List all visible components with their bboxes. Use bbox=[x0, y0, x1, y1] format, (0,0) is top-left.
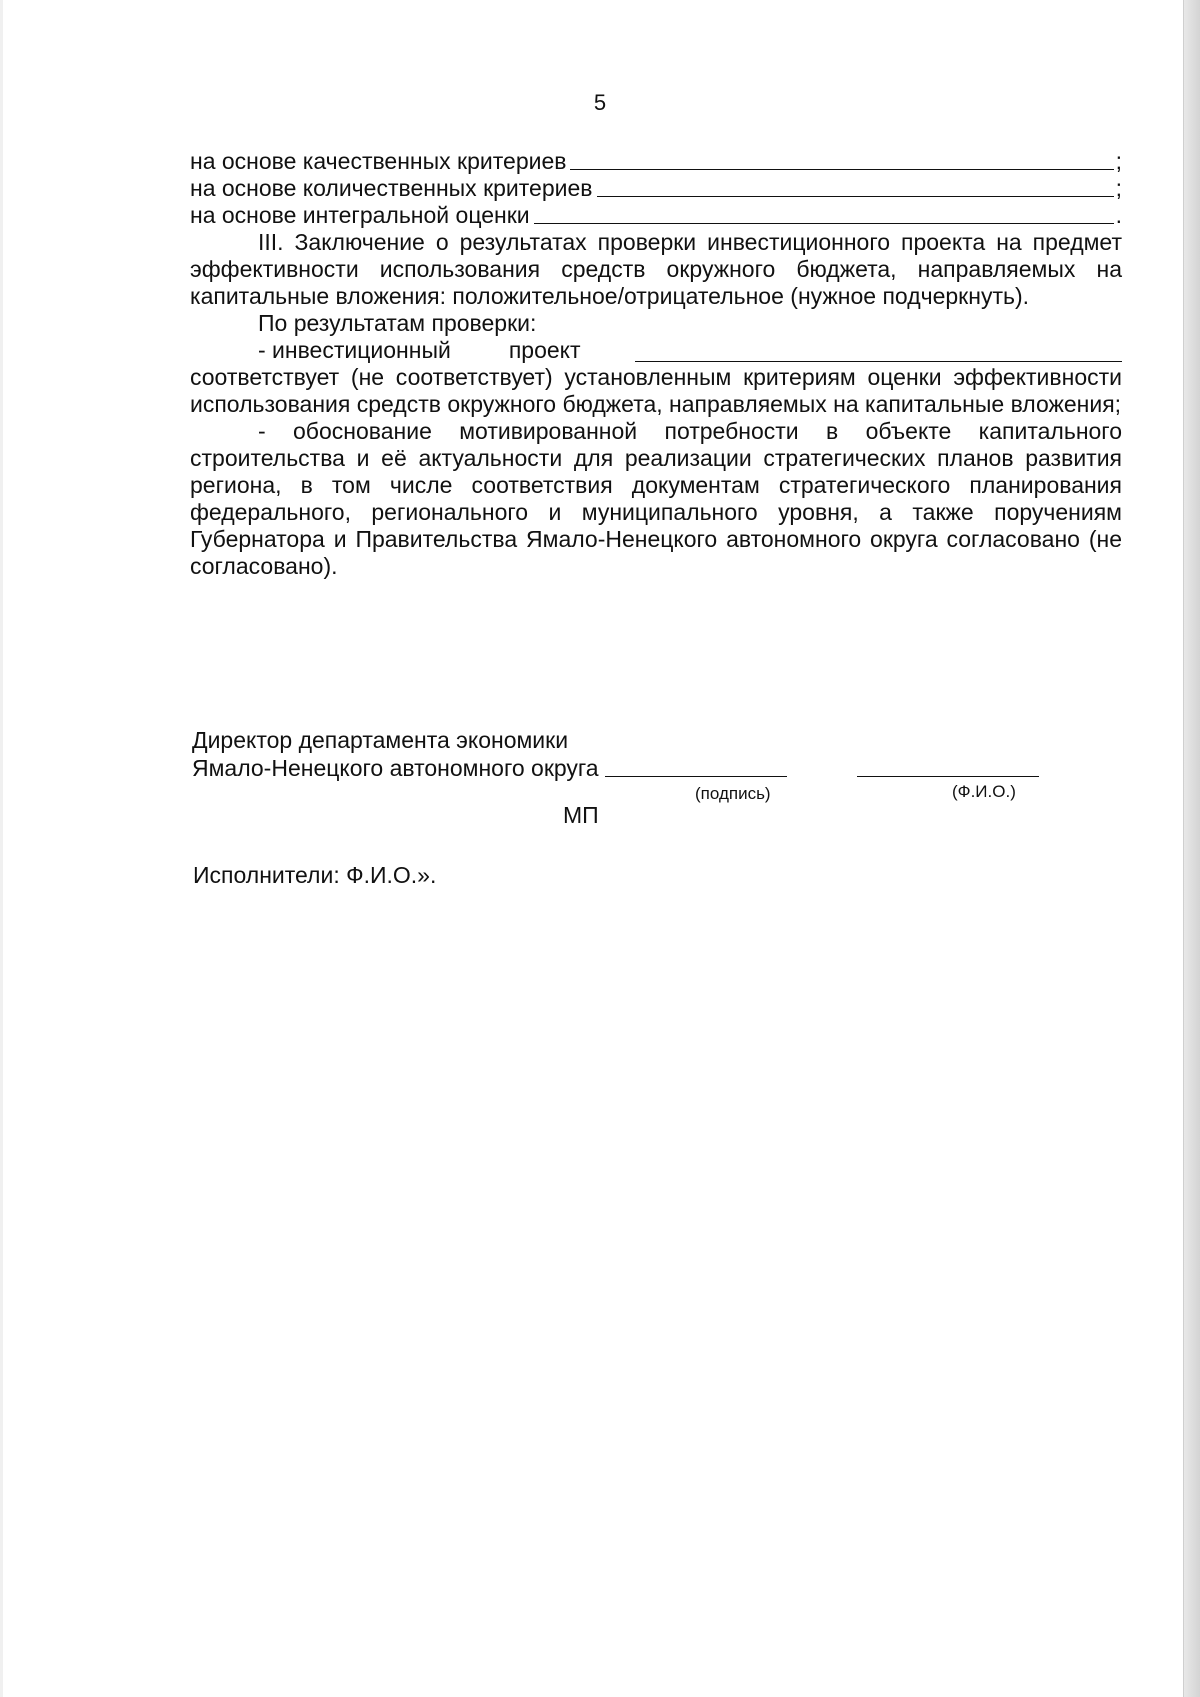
criteria-qualitative-label: на основе качественных критериев bbox=[190, 148, 567, 174]
signer-title-line2: Ямало-Ненецкого автономного округа bbox=[192, 755, 599, 781]
fio-blank bbox=[857, 775, 1039, 777]
justification-text: - обоснование мотивированной потребности в объекте капитального строительства и её актуальности для реализации стратегических планов развития региона, в том числе соответствия документам стратегического планирования федерального, регионального и муниципального уровня, а также поручениям Губернатора и Правительства Ямало-Ненецкого автономного округа согласовано (не согласовано). bbox=[190, 418, 1122, 579]
page-left-edge bbox=[0, 0, 3, 1697]
criteria-qualitative-line bbox=[190, 148, 1122, 175]
project-line bbox=[190, 337, 1122, 364]
page-number: 5 bbox=[593, 90, 607, 115]
stamp-placeholder: МП bbox=[563, 802, 599, 828]
fio-caption: (Ф.И.О.) bbox=[952, 782, 1016, 801]
criteria-qualitative-end: ; bbox=[1115, 148, 1122, 174]
criteria-integral-label: на основе интегральной оценки bbox=[190, 202, 530, 228]
signature-caption: (подпись) bbox=[695, 784, 771, 803]
criteria-quantitative-label: на основе количественных критериев bbox=[190, 175, 593, 201]
project-name-blank bbox=[635, 360, 1122, 362]
criteria-integral-blank bbox=[534, 222, 1114, 224]
signature-block bbox=[192, 726, 1092, 802]
section3-results-intro: По результатам проверки: bbox=[258, 310, 537, 336]
criteria-integral-end: . bbox=[1115, 202, 1122, 228]
page-right-edge bbox=[1183, 0, 1200, 1697]
executors-line: Исполнители: Ф.И.О.». bbox=[193, 862, 437, 888]
project-word-investment: - инвестиционный bbox=[258, 337, 451, 363]
section3-conclusion: III. Заключение о результатах проверки инвестиционного проекта на предмет эффективности использования средств окружного бюджета, направляемых на капитальные вложения: положительное/отрицательное (нужное подчеркнуть). bbox=[190, 229, 1122, 309]
signature-blank bbox=[605, 775, 787, 777]
criteria-quantitative-blank bbox=[597, 195, 1114, 197]
criteria-quantitative-line bbox=[190, 175, 1122, 202]
signature-captions bbox=[192, 782, 1092, 802]
signer-title-line1: Директор департамента экономики bbox=[192, 727, 569, 753]
project-word-project: проект bbox=[508, 337, 581, 363]
criteria-integral-line bbox=[190, 202, 1122, 229]
criteria-quantitative-end: ; bbox=[1115, 175, 1122, 201]
criteria-qualitative-blank bbox=[570, 168, 1113, 170]
document-body bbox=[190, 148, 1122, 580]
project-compliance-text: соответствует (не соответствует) установленным критериям оценки эффективности использования средств окружного бюджета, направляемых на капитальные вложения; bbox=[190, 364, 1122, 417]
